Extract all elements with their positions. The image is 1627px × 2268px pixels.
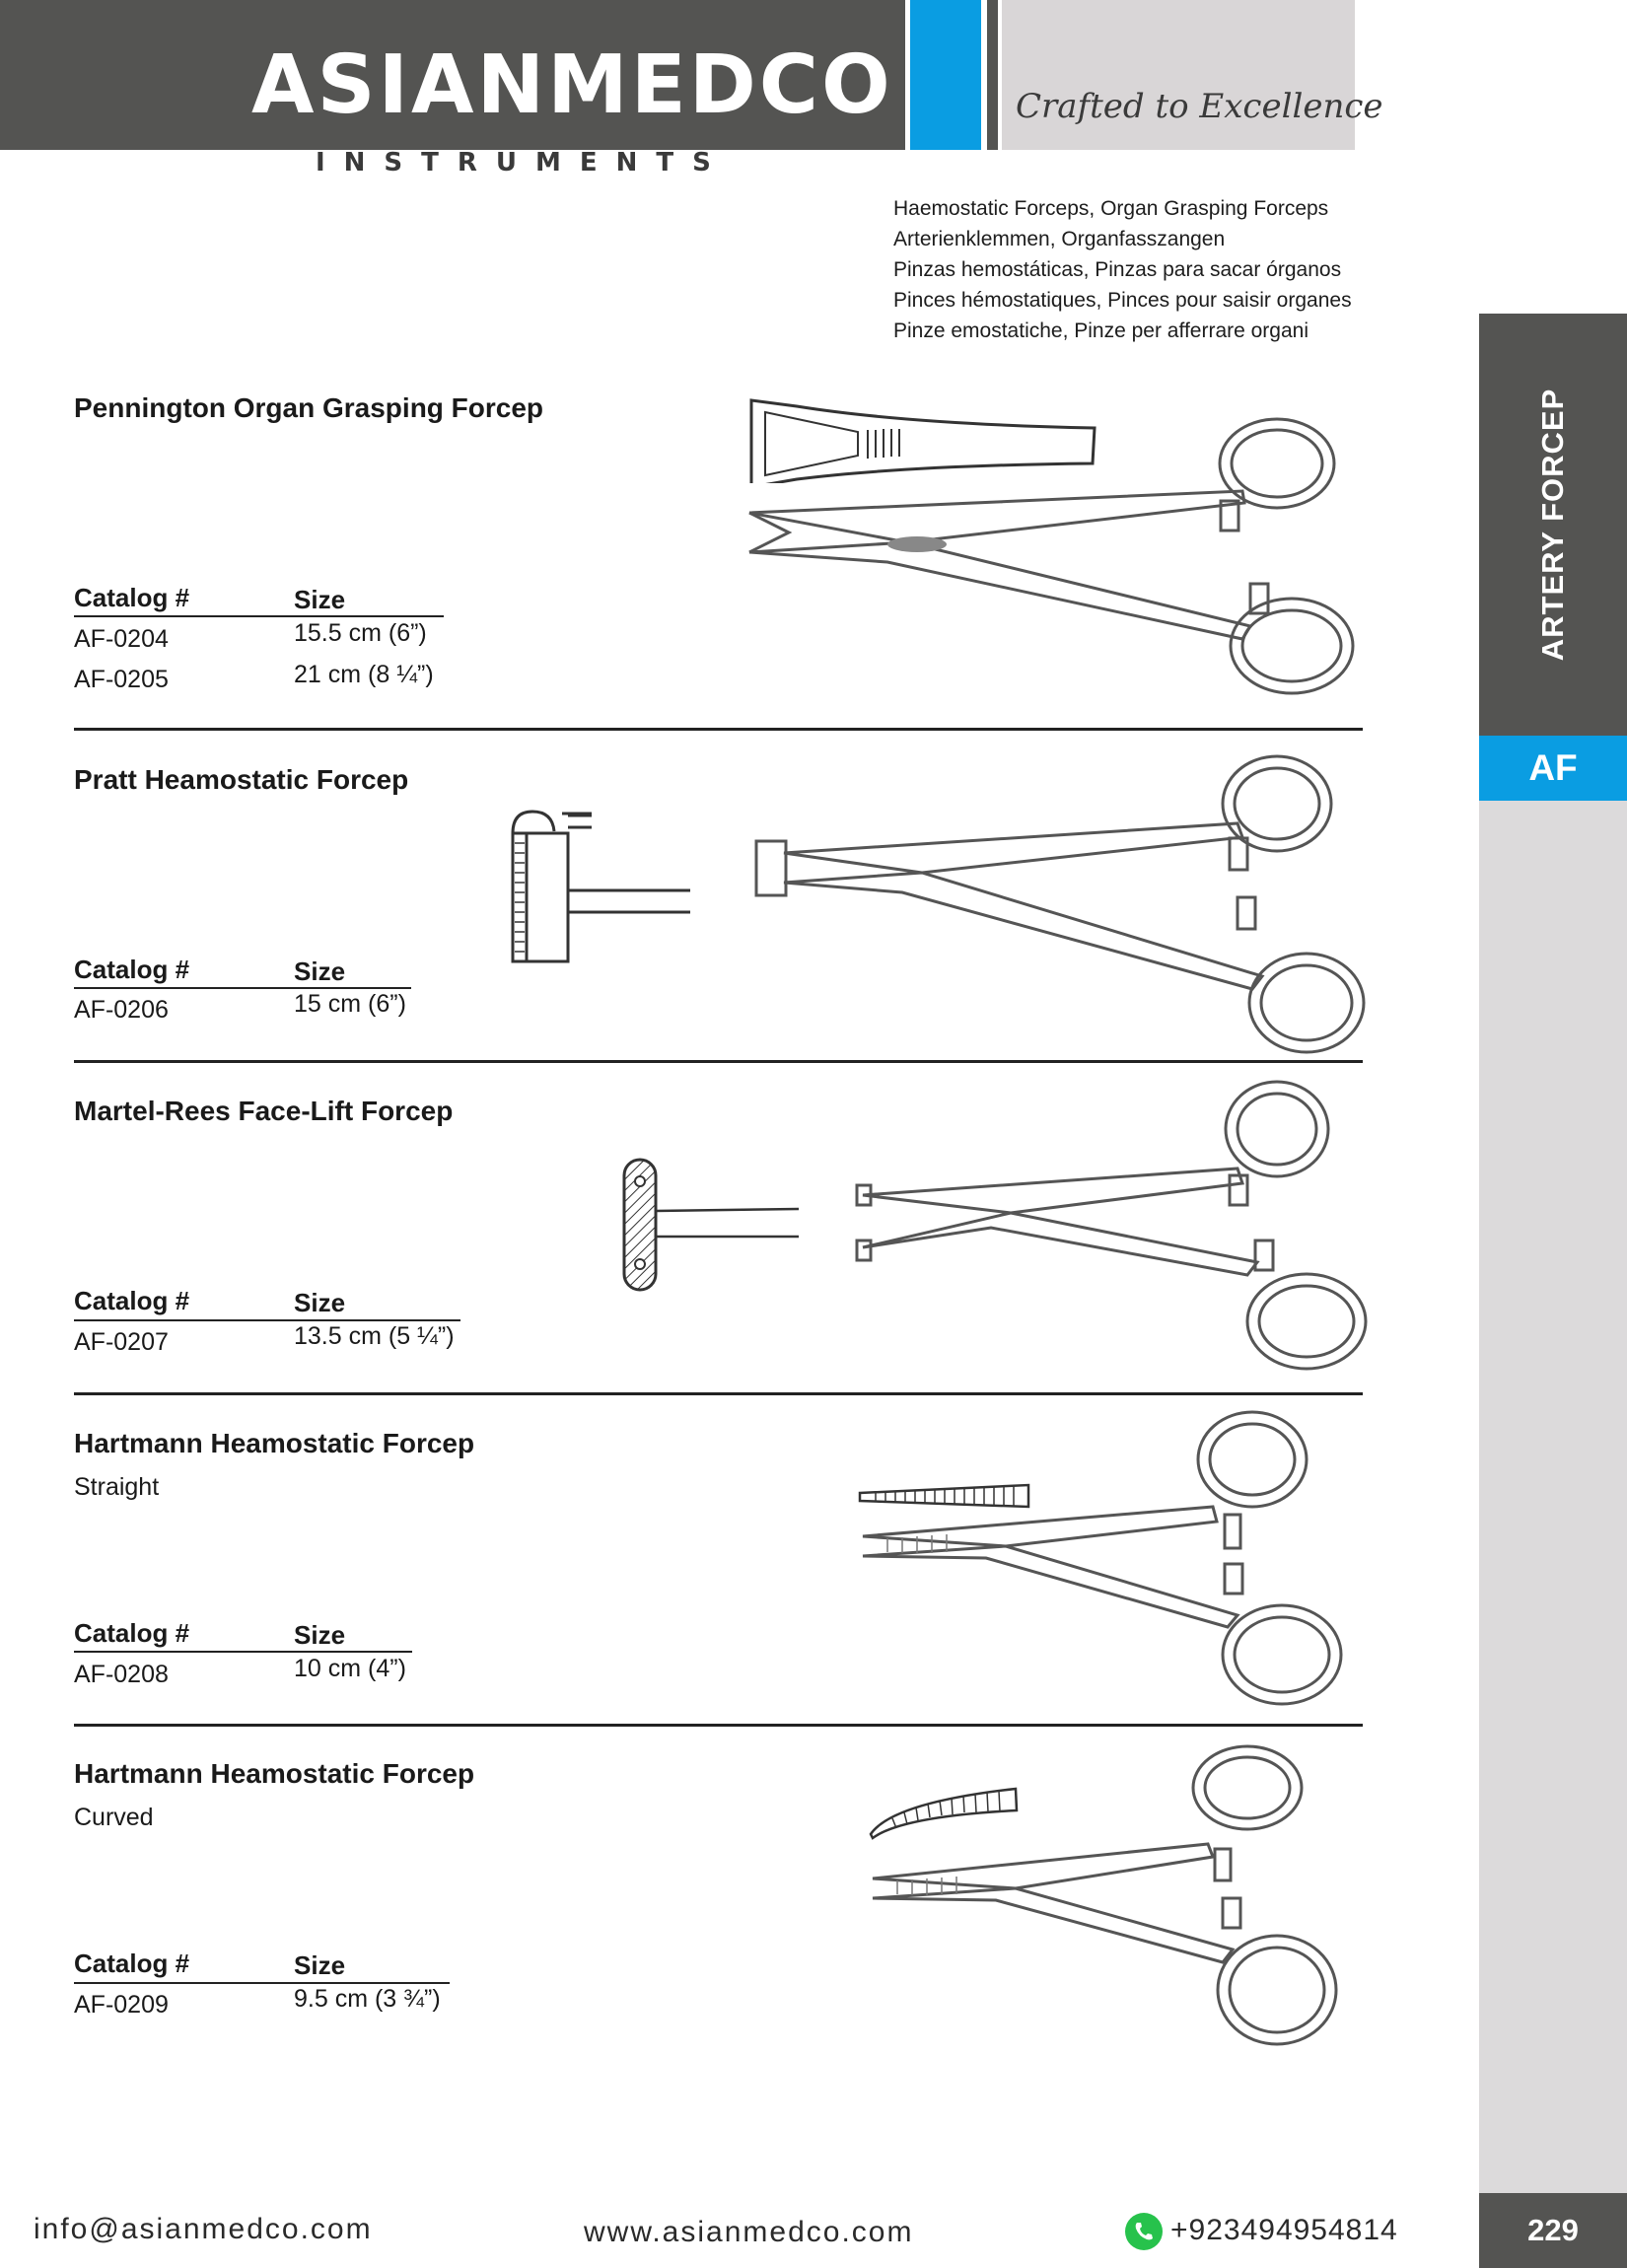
translation-es: Pinzas hemostáticas, Pinzas para sacar órganos	[893, 258, 1342, 281]
catalog-number: AF-0208	[74, 1661, 169, 1688]
section-divider	[74, 1060, 1363, 1063]
size-value: 15 cm (6”)	[294, 990, 406, 1018]
translation-en: Haemostatic Forceps, Organ Grasping Forceps	[893, 197, 1329, 220]
sidebar-category-label: ARTERY FORCEP	[1535, 388, 1570, 662]
section-divider	[74, 1392, 1363, 1395]
section-divider	[74, 728, 1363, 731]
category-translations	[893, 193, 1352, 346]
sidebar-code: AF	[1479, 736, 1627, 801]
table-rule	[74, 987, 411, 989]
product-variant: Straight	[74, 1473, 160, 1501]
product-title: Hartmann Heamostatic Forcep	[74, 1758, 475, 1789]
size-header: Size	[294, 957, 346, 986]
translation-de: Arterienklemmen, Organfasszangen	[893, 228, 1226, 250]
header-dark-strip	[987, 0, 998, 150]
size-header: Size	[294, 1288, 346, 1317]
table-rule	[74, 615, 444, 617]
whatsapp-icon	[1125, 2213, 1163, 2250]
table-rule	[74, 1982, 450, 1984]
jaw-detail-diagram	[503, 804, 700, 971]
product-title: Pennington Organ Grasping Forcep	[74, 392, 544, 423]
size-value: 9.5 cm (3 ¾”)	[294, 1985, 441, 2013]
martel-rees-forcep-image	[843, 1075, 1376, 1381]
size-header: Size	[294, 1950, 346, 1980]
sidebar-category	[1479, 314, 1627, 736]
size-value: 15.5 cm (6”)	[294, 619, 427, 647]
catalog-header: Catalog #	[74, 955, 190, 984]
header-accent-bar	[910, 0, 981, 150]
hartmann-curved-forcep-image	[868, 1740, 1371, 2056]
size-header: Size	[294, 1620, 346, 1650]
size-header: Size	[294, 585, 346, 614]
pennington-forcep-image	[730, 414, 1371, 710]
product-title: Hartmann Heamostatic Forcep	[74, 1428, 475, 1458]
slogan-panel	[1002, 0, 1355, 150]
footer-phone[interactable]: +923494954814	[1170, 2214, 1398, 2246]
footer-website[interactable]: www.asianmedco.com	[584, 2216, 914, 2248]
page-number: 229	[1479, 2193, 1627, 2268]
section-divider	[74, 1724, 1363, 1727]
translation-it: Pinze emostatiche, Pinze per afferrare organi	[893, 319, 1309, 342]
product-title: Pratt Heamostatic Forcep	[74, 764, 409, 795]
size-value: 13.5 cm (5 ¼”)	[294, 1322, 455, 1350]
catalog-header: Catalog #	[74, 1286, 190, 1315]
catalog-number: AF-0206	[74, 996, 169, 1024]
size-value: 10 cm (4”)	[294, 1655, 406, 1682]
translation-fr: Pinces hémostatiques, Pinces pour saisir organes	[893, 289, 1352, 312]
brand-subtitle: INSTRUMENTS	[316, 148, 730, 177]
jaw-detail-diagram	[616, 1154, 814, 1297]
catalog-header: Catalog #	[74, 1949, 190, 1978]
size-value: 21 cm (8 ¼”)	[294, 661, 434, 688]
catalog-number: AF-0209	[74, 1991, 169, 2019]
catalog-number: AF-0204	[74, 625, 169, 653]
brand-logo: ASIANMEDCO	[251, 38, 893, 132]
table-rule	[74, 1319, 460, 1321]
product-variant: Curved	[74, 1804, 154, 1831]
catalog-header: Catalog #	[74, 583, 190, 612]
footer-email[interactable]: info@asianmedco.com	[34, 2213, 373, 2245]
catalog-number: AF-0207	[74, 1328, 169, 1356]
hartmann-straight-forcep-image	[858, 1398, 1371, 1714]
catalog-number: AF-0205	[74, 666, 169, 693]
pratt-forcep-image	[744, 744, 1376, 1060]
catalog-header: Catalog #	[74, 1618, 190, 1648]
product-title: Martel-Rees Face-Lift Forcep	[74, 1096, 454, 1126]
table-rule	[74, 1651, 412, 1653]
slogan: Crafted to Excellence	[1016, 87, 1383, 126]
